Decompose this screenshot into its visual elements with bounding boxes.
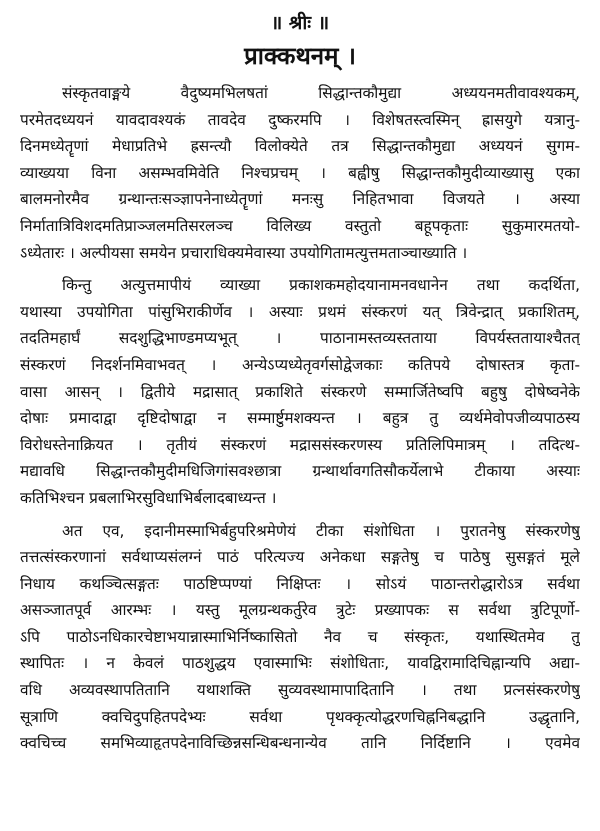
text-line: बालमनोरमैव ग्रन्थान्तःसञ्ज्ञापनेनाध्येतॄणां मनःसु निहितभावा विजयते । अस्या xyxy=(20,190,580,209)
text-line: विरोधस्तेनाक्रियत । तृतीयं संस्करणं मद्राससंस्करणस्य प्रतिलिपिमात्रम् । तदित्थ- xyxy=(20,435,580,454)
text-line: सूत्राणि क्वचिदुपहितपदेभ्यः सर्वथा पृथक्कृत्योद्धरणचिह्ननिबद्धानि उद्धृतानि, xyxy=(20,707,580,726)
text-line: मद्यावधि सिद्धान्तकौमुदीमधिजिगांसवश्छात्रा ग्रन्थार्थावगतिसौकर्येलाभे टीकाया अस्याः xyxy=(20,462,580,481)
text-line: ऽपि पाठोऽनधिकारचेष्टाभयान्नास्माभिर्निष्कासितो नैव च संस्कृतः, यथास्थितमेव तु xyxy=(20,627,580,646)
text-line: अत एव, इदानीमस्माभिर्बहुपरिश्रमेणेयं टीका संशोधिता । पुरातनेषु संस्करणेषु xyxy=(62,521,580,540)
text-line: दोषाः प्रमादाद्वा दृष्टिदोषाद्वा न सम्मार्ष्टुमशक्यन्त । बहुत्र तु व्यर्थमेवोपजीव्यपाठस्य xyxy=(20,409,580,428)
text-line: स्थापितः । न केवलं पाठशुद्धय एवास्माभिः संशोधिताः, यावद्विरामादिचिह्नान्यपि अद्या- xyxy=(20,654,580,673)
text-line: परमेतदध्ययनं यावदावश्यकं तावदेव दुष्करमपि । विशेषतस्त्वस्मिन् ह्रासयुगे यत्रानु- xyxy=(20,110,580,129)
paragraph-3 xyxy=(20,518,580,757)
text-line: तदतिमहार्घं सदशुद्धिभाण्डमप्यभूत् । पाठानामस्तव्यस्तताया विपर्यस्ततायाश्चैतत् xyxy=(20,329,580,348)
text-line: व्याख्यया विना असम्भवमिवेति निश्चप्रचम् । बह्वीषु सिद्धान्तकौमुदीव्याख्यासु एका xyxy=(20,163,580,182)
text-line: ऽध्येतारः । अल्पीयसा समयेन प्रचाराधिक्यमेवास्या उपयोगितामत्युत्तमताञ्चाख्याति । xyxy=(20,243,468,262)
page-title: प्राक्कथनम् । xyxy=(244,42,356,70)
paragraph-2 xyxy=(20,272,580,511)
text-line: क्वचिच्च समभिव्याहृतपदेनाविच्छिन्नसन्धिबन्धनान्येव तानि निर्दिष्टानि । एवमेव xyxy=(20,734,580,753)
text-line: निधाय कथञ्चित्सङ्गतः पाठष्टिप्पण्यां निक्षिप्तः । सोऽयं पाठान्तरोद्धारोऽत्र सर्वथा xyxy=(20,574,580,593)
text-line: संस्करणं निदर्शनमिवाभवत् । अन्येऽप्यध्येतृवर्गसोद्वेजकाः कतिपये दोषास्तत्र कृता- xyxy=(20,355,580,374)
text-line: दिनमध्येतॄणां मेधाप्रतिभे ह्रसन्त्यौ विलोक्येते तत्र सिद्धान्तकौमुद्या अध्ययनं सुगम- xyxy=(20,137,580,156)
text-line: वासा आसन् । द्वितीये मद्रासात् प्रकाशिते संस्करणे सम्मार्जितेष्वपि बहुषु दोषेष्वनेके xyxy=(20,382,580,401)
text-line: वधि अव्यवस्थापतितानि यथाशक्ति सुव्यवस्थामापादितानि । तथा प्रत्नसंस्करणेषु xyxy=(20,681,580,700)
text-line: यथास्या उपयोगिता पांसुभिराकीर्णेव । अस्याः प्रथमं संस्करणं यत् त्रिवेन्द्रात् प्रकाशितम्, xyxy=(20,302,580,321)
text-line: कतिभिश्चन प्रबलाभिरसुविधाभिर्बलादबाध्यन्त । xyxy=(20,488,277,507)
invocation: ॥ श्रीः ॥ xyxy=(270,12,330,34)
text-line: निर्मातात्रिविशदमतिप्राञ्जलमतिसरलञ्च विलिख्य वस्तुतो बहूपकृताः सुकुमारमतयो- xyxy=(20,216,580,235)
text-line: तत्तत्संस्करणानां सर्वथाप्यसंलग्नं पाठं परित्यज्य अनेकधा सङ्गतेषु च पाठेषु सुसङ्गतं मूले xyxy=(20,548,580,567)
text-line: किन्तु अत्युत्तमापीयं व्याख्या प्रकाशकमहोदयानामनवधानेन तथा कदर्थिता, xyxy=(62,276,580,295)
text-line: संस्कृतवाङ्मये वैदुष्यमभिलषतां सिद्धान्तकौमुद्या अध्ययनमतीवावश्यकम्, xyxy=(62,84,580,102)
paragraph-1 xyxy=(20,80,580,266)
text-line: असञ्जातपूर्व आरम्भः । यस्तु मूलग्रन्थकर्तुरेव त्रुटेः प्रख्यापकः स सर्वथा त्रुटिपूर्णो- xyxy=(20,601,580,620)
